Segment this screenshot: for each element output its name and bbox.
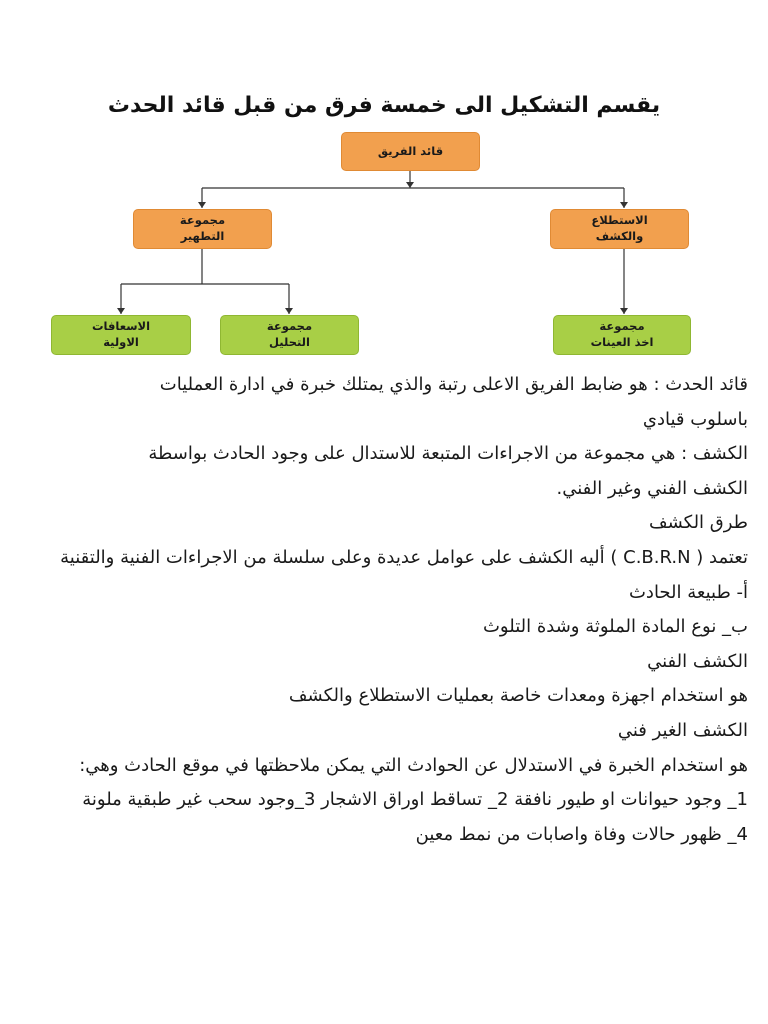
org-node-sampling (553, 315, 691, 355)
org-node-label: قائد الفريق (377, 143, 444, 158)
paragraph-technical-detection: هو استخدام اجهزة ومعدات خاصة بعمليات الاستطلاع والكشف (288, 685, 748, 707)
arrow-left-group (198, 202, 206, 208)
org-node-reconnaissance (550, 209, 689, 249)
paragraph-detection-definition: الكشف : هي مجموعة من الاجراءات المتبعة للاستدال على وجود الحادث بواسطة (148, 443, 748, 465)
paragraph-non-technical-detection: هو استخدام الخبرة في الاستدلال عن الحوادث التي يمكن ملاحظتها في موقع الحادث وهي: (79, 754, 748, 776)
org-node-label: الاولية (103, 335, 139, 349)
org-node-team-leader (341, 132, 480, 171)
list-item-casualties: 4_ ظهور حالات وفاة واصابات من نمط معين (415, 823, 748, 845)
paragraph-detection-types: الكشف الفني وغير الفني. (556, 477, 748, 499)
heading-non-technical-detection: الكشف الغير فني (617, 719, 748, 741)
arrow-first-aid (117, 308, 125, 314)
heading-technical-detection: الكشف الفني (647, 650, 748, 672)
org-node-decontamination (133, 209, 272, 249)
document-body (20, 368, 748, 852)
org-node-label: اخذ العينات (590, 335, 654, 349)
page-title: يقسم التشكيل الى خمسة فرق من قبل قائد الحدث (107, 92, 661, 118)
org-node-label: مجموعة (266, 319, 313, 334)
org-node-analysis (220, 315, 359, 355)
org-node-label: والكشف (595, 229, 644, 243)
org-node-label: التطهير (180, 229, 225, 243)
list-item-indicators: 1_ وجود حيوانات او طيور نافقة 2_ تساقط اوراق الاشجار 3_وجود سحب غير طبقية ملونة (82, 789, 748, 811)
paragraph-incident-commander: قائد الحدث : هو ضابط الفريق الاعلى رتبة والذي يمتلك خبرة في ادارة العمليات (159, 374, 748, 395)
org-node-label: التحليل (269, 335, 310, 349)
paragraph-cbrn-dependence: تعتمد ( C.B.R.N ) أليه الكشف على عوامل عديدة وعلى سلسلة من الاجراءات الفنية والتقنية (60, 546, 748, 568)
paragraph-leadership-style: باسلوب قيادي (642, 408, 748, 430)
heading-detection-methods: طرق الكشف (648, 512, 748, 534)
arrow-analysis (285, 308, 293, 314)
arrow-right-group (620, 202, 628, 208)
org-node-first-aid (51, 315, 191, 355)
org-chart (0, 0, 768, 370)
org-node-label: الاسعافات (91, 319, 151, 334)
org-node-label: الاستطلاع (591, 213, 648, 228)
list-item-incident-nature: أ- طبيعة الحادث (628, 581, 748, 603)
arrow-sampling (620, 308, 628, 314)
arrow-root (406, 182, 414, 188)
org-node-label: مجموعة (179, 213, 226, 228)
list-item-contaminant-type: ب_ نوع المادة الملوثة وشدة التلوث (482, 616, 748, 638)
org-node-label: مجموعة (599, 319, 645, 334)
